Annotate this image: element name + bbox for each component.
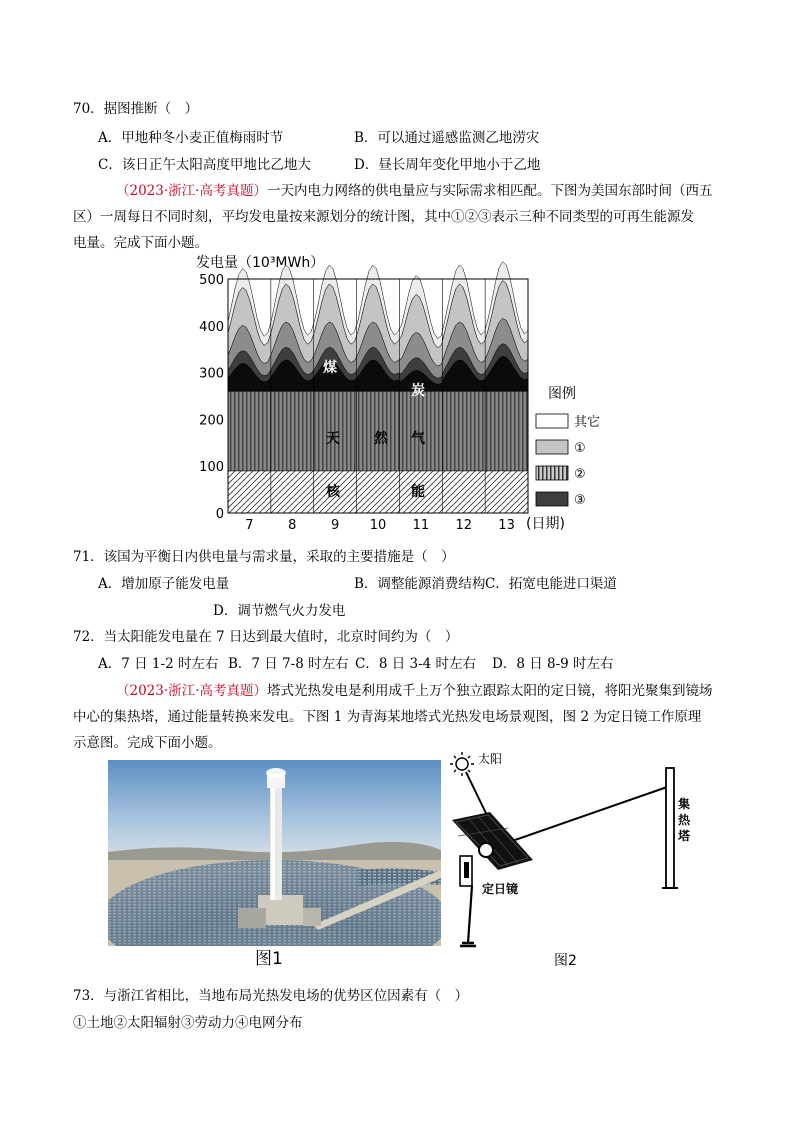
fig2-heliostat-diagram — [448, 748, 713, 978]
band-label: 气 — [411, 431, 425, 447]
legend-title: 图例 — [548, 386, 576, 402]
y-axis — [199, 273, 224, 522]
x-axis — [245, 518, 515, 533]
band-label: 天 — [326, 431, 340, 447]
q70-option-d: D．昼长周年变化甲地小于乙地 — [354, 157, 541, 173]
area-nuclear — [228, 471, 528, 513]
q72-option-c: C．8 日 3-4 时左右 — [355, 656, 477, 672]
power-generation-chart — [190, 252, 620, 537]
plot-area — [228, 262, 528, 513]
q71-option-a: A．增加原子能发电量 — [98, 576, 230, 592]
sun-label: 太阳 — [478, 752, 503, 766]
y-tick-label: 0 — [215, 507, 224, 522]
x-tick-label: 7 — [245, 518, 254, 533]
collector-tower — [662, 768, 678, 888]
q71-stem: 71．该国为平衡日内供电量与需求量，采取的主要措施是（ ） — [73, 549, 455, 565]
intro2-line1 — [116, 679, 712, 699]
x-tick-label: 13 — [498, 518, 515, 533]
fig1-photo — [108, 760, 441, 946]
band-label: 炭 — [411, 383, 425, 399]
intro2-line2: 中心的集热塔，通过能量转换来发电。下图 1 为青海某地塔式光热发电场景观图，图 2 为定日镜工作原理 — [73, 709, 702, 725]
intro2-line3: 示意图。完成下面小题。 — [73, 735, 222, 751]
chart-legend — [536, 386, 600, 508]
legend-label: ① — [574, 441, 586, 456]
intro1-line1 — [116, 179, 712, 199]
q70-option-a: A．甲地种冬小麦正值梅雨时节 — [98, 130, 284, 146]
q72-option-d: D．8 日 8-9 时左右 — [492, 656, 614, 672]
band-label: 核 — [326, 484, 340, 500]
fig1-caption: 图1 — [255, 949, 283, 969]
legend-label: ③ — [574, 493, 586, 508]
intro1-line3: 电量。完成下面小题。 — [73, 235, 208, 251]
legend-swatch — [536, 440, 568, 454]
y-tick-label: 100 — [199, 460, 224, 476]
q73-options: ①土地②太阳辐射③劳动力④电网分布 — [73, 1015, 303, 1031]
q70-option-c: C．该日正午太阳高度甲地比乙地大 — [98, 157, 311, 173]
legend-label: ② — [574, 467, 586, 482]
x-tick-label: 8 — [288, 518, 297, 533]
y-tick-label: 200 — [199, 413, 224, 429]
intro2-text1: 塔式光热发电是利用成千上万个独立跟踪太阳的定日镜，将阳光聚集到镜场 — [266, 683, 713, 699]
q72-option-b: B．7 日 7-8 时左右 — [228, 656, 349, 672]
legend-label: 其它 — [574, 415, 601, 430]
q73-stem: 73．与浙江省相比，当地布局光热发电场的优势区位因素有（ ） — [73, 988, 469, 1004]
q70-option-b: B．可以通过遥感监测乙地涝灾 — [354, 130, 540, 146]
q71-option-c: C．拓宽电能进口渠道 — [485, 576, 617, 592]
chart-title: 发电量（10³MWh） — [196, 255, 325, 271]
intro1-text1: 一天内电力网络的供电量应与实际需求相匹配。下图为美国东部时间（西五 — [266, 183, 713, 199]
x-tick-label: 10 — [369, 518, 387, 533]
tower-label: 集热塔 — [678, 797, 691, 843]
intro1-source: （2023·浙江·高考真题） — [116, 183, 267, 199]
q72-stem: 72．当太阳能发电量在 7 日达到最大值时，北京时间约为（ ） — [73, 629, 459, 645]
q70-stem: 70．据图推断（ ） — [73, 101, 199, 117]
band-label: 能 — [411, 484, 425, 500]
fig2-caption: 图2 — [554, 953, 577, 969]
sun-icon — [450, 752, 474, 776]
mirror-label: 定日镜 — [482, 882, 519, 896]
intro2-source: （2023·浙江·高考真题） — [116, 683, 267, 699]
x-tick-label: 12 — [455, 518, 472, 533]
q72-option-a: A．7 日 1-2 时左右 — [98, 656, 219, 672]
band-label: 然 — [374, 431, 388, 447]
legend-swatch — [536, 492, 568, 506]
x-axis-label: (日期) — [526, 516, 565, 532]
heliostat-mirror — [452, 812, 533, 946]
intro1-line2: 区）一周每日不同时刻，平均发电量按来源划分的统计图，其中①②③表示三种不同类型的可再生能源发 — [73, 209, 694, 225]
y-tick-label: 400 — [199, 319, 224, 335]
x-tick-label: 11 — [412, 518, 430, 533]
x-tick-label: 9 — [331, 518, 340, 533]
legend-swatch — [536, 414, 568, 428]
y-tick-label: 500 — [199, 273, 224, 288]
y-tick-label: 300 — [199, 366, 224, 382]
band-label: 煤 — [323, 360, 337, 376]
q71-option-d: D．调节燃气火力发电 — [213, 603, 346, 619]
legend-swatch — [536, 466, 568, 480]
q71-option-b: B．调整能源消费结构 — [354, 576, 486, 592]
